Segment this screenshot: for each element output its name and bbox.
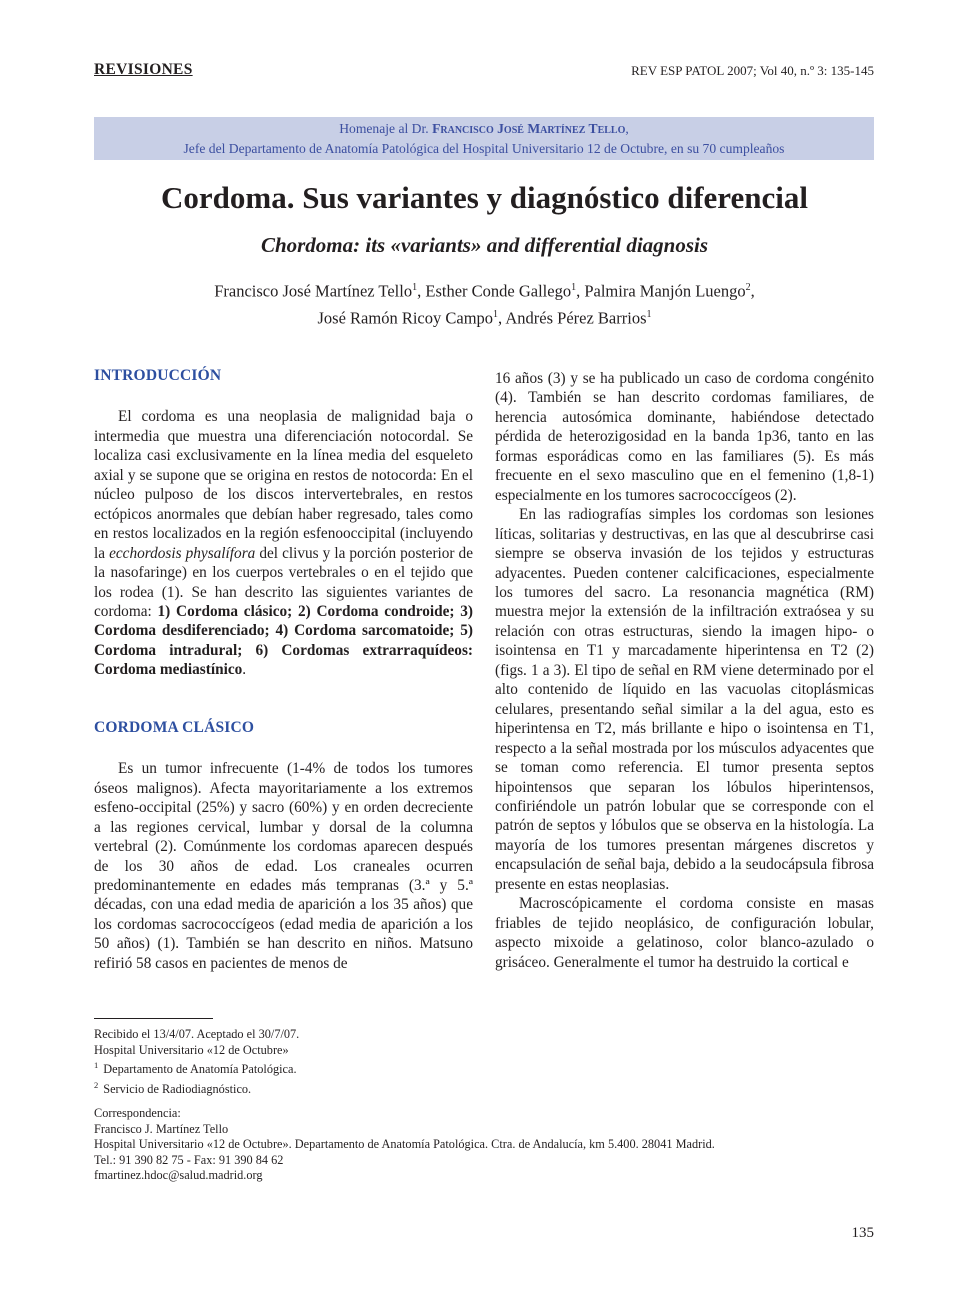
intro-paragraph bbox=[94, 407, 473, 679]
correspondence-email[interactable]: fmartinez.hdoc@salud.madrid.org bbox=[94, 1168, 263, 1182]
author-affiliation: 1 bbox=[493, 308, 499, 320]
homage-line-1 bbox=[94, 119, 874, 139]
correspondence-label: Correspondencia: bbox=[94, 1106, 181, 1120]
intro-end: . bbox=[242, 661, 247, 679]
intro-italic-term: ecchordosis physalífora bbox=[109, 544, 256, 562]
correspondence-address: Hospital Universitario «12 de Octubre». Departamento de Anatomía Patológica. Ctra. de Andalucía, km 5.400. 28041 Madrid. bbox=[94, 1137, 715, 1151]
author-separator: , bbox=[750, 281, 755, 301]
homage-line-2: Jefe del Departamento de Anatomía Patológica del Hospital Universitario 12 de Octubre, en su 70 cumpleaños bbox=[183, 141, 785, 156]
footnote-text: Departamento de Anatomía Patológica. bbox=[103, 1062, 297, 1077]
variant-list: 1) Cordoma clásico; 2) Cordoma condroide; 3) Cordoma desdiferenciado; 4) Cordoma sarcomatoide; 5) Cordoma intradural; 6) Cordomas extrarraquídeos: Cordoma mediastínico bbox=[94, 602, 474, 679]
heading-introduccion: INTRODUCCIÓN bbox=[94, 367, 222, 384]
section-label: REVISIONES bbox=[94, 61, 193, 78]
body-paragraph: Macroscópicamente el cordoma consiste en masas friables de tejido neoplásico, de configuración lobular, aspecto mixoide a gelatinoso, color blanco-azulado o grisáceo. Generalmente el tumor ha destruido la cortical e bbox=[495, 895, 874, 971]
hospital-name: Hospital Universitario «12 de Octubre» bbox=[94, 1042, 289, 1057]
journal-reference: REV ESP PATOL 2007; Vol 40, n.º 3: 135-145 bbox=[631, 63, 874, 78]
author-list bbox=[0, 276, 969, 329]
correspondence bbox=[94, 1106, 715, 1184]
article-title: Cordoma. Sus variantes y diagnóstico diferencial bbox=[161, 180, 808, 215]
page-number: 135 bbox=[851, 1225, 874, 1241]
author-affiliation: 2 bbox=[745, 282, 751, 293]
footnote-marker: 2 bbox=[94, 1079, 99, 1090]
author-name: Francisco José Martínez Tello bbox=[214, 281, 413, 301]
footnote-marker: 1 bbox=[94, 1060, 99, 1070]
homage-name: Francisco José Martínez Tello bbox=[432, 121, 626, 136]
heading-cordoma-clasico: CORDOMA CLÁSICO bbox=[94, 718, 255, 736]
intro-text-b: del clivus y la porción posterior de la nasofaringe) en los cuerpos vertebrales o en el tejido que los rodea (1). Se han descrito las siguientes variantes de cordoma: bbox=[94, 544, 473, 620]
footnote-text: Servicio de Radiodiagnóstico. bbox=[103, 1081, 252, 1096]
homage-box bbox=[94, 117, 874, 160]
intro-text-a: El cordoma es una neoplasia de malignidad baja o intermedia que muestra una diferenciación notocordal. Se localiza casi exclusivamente en la línea media del esqueleto axial y se supone que se origina en restos de notocorda: En el núcleo pulposo de los discos intervertebrales, en restos ectópicos anormales que debían haber regresado, tales como en restos localizados en la región esfenooccipital (incluyendo la bbox=[94, 408, 473, 562]
author-affiliation: 1 bbox=[646, 308, 652, 320]
left-column bbox=[94, 366, 473, 973]
article-subtitle: Chordoma: its «variants» and differential diagnosis bbox=[260, 233, 709, 257]
author-name: , Palmira Manjón Luengo bbox=[576, 281, 746, 301]
footnote-2 bbox=[94, 1078, 299, 1098]
homage-suffix: , bbox=[625, 121, 629, 136]
homage-prefix: Homenaje al Dr. bbox=[339, 121, 429, 136]
received-date: Recibido el 13/4/07. Aceptado el 30/7/07. bbox=[94, 1027, 300, 1041]
author-affiliation: 1 bbox=[412, 282, 418, 293]
footnotes bbox=[94, 1027, 299, 1097]
right-column bbox=[495, 369, 874, 972]
author-name: , Esther Conde Gallego bbox=[417, 281, 572, 301]
clasico-paragraph: Es un tumor infrecuente (1-4% de todos los tumores óseos malignos). Afecta mayoritariamente a los extremos esfeno-occipital (25%) y sacro (60%) y en orden decreciente a las regiones cervical, lumbar y dorsal de la columna vertebral (2). Comúnmente los cordomas aparecen después de los 30 años de edad. Los craneales ocurren predominantemente en edades más tempranas (3.ª y 5.ª décadas, con una edad media de aparición a los 35 años) que los cordomas sacrococcígeos (edad media de aparición a los 50 años) (1). También se han descrito en niños. Matsuno refirió 58 casos en pacientes de menos de bbox=[94, 760, 473, 972]
author-name: , Andrés Pérez Barrios bbox=[498, 308, 647, 327]
footnote-rule bbox=[94, 1018, 213, 1019]
author-name: José Ramón Ricoy Campo bbox=[317, 308, 494, 327]
correspondence-phone: Tel.: 91 390 82 75 - Fax: 91 390 84 62 bbox=[94, 1152, 284, 1167]
author-line-2 bbox=[0, 303, 969, 330]
body-paragraph: 16 años (3) y se ha publicado un caso de cordoma congénito (4). También se han descrito cordomas familiares, de herencia autosómica dominante, habiéndose detectado pérdida de heterozigosidad en la banda 1p36, tanto en las formas esporádicas como en las familiares (5). Es más frecuente en el sexo masculino que en el femenino (1,8-1) especialmente en los tumores sacrococcígeos (2). bbox=[495, 370, 874, 504]
footnote-1 bbox=[94, 1058, 299, 1078]
correspondence-name: Francisco J. Martínez Tello bbox=[94, 1121, 229, 1136]
body-paragraph: En las radiografías simples los cordomas son lesiones líticas, solitarias y destructivas, en las que al descubrirse casi siempre se observa invasión de los tejidos y estructuras adyacentes. Pueden contener calcificaciones, especialmente los tumores del sacro. La resonancia magnética (RM) muestra mejor la extensión de la infiltración extraósea y su relación con otras estructuras, siendo la imagen hipo- o isointensa en T1 y marcadamente hiperintensa en T2 (2) (figs. 1 a 3). El tipo de señal en RM viene determinado por el alto contenido de líquido en las vacuolas citoplásmicas celulares, presentando señal similar a la del agua, esto es hiperintensa en T2, más brillante e hipo o isointensa en T1, respecto a la señal mostrada por los músculos adyacentes que se toman como referencia. El tumor presenta septos hipointensos que separan los lóbulos hiperintensos, confiriéndole un patrón lobular que se corresponde con el patrón de septos y lóbulos que se observa en la histología. La mayoría de los tumores presentan márgenes discretos y encapsulación de señal baja, debido a la seudocápsula fibrosa presente en estas neoplasias. bbox=[495, 506, 874, 893]
author-line-1 bbox=[0, 276, 969, 303]
author-affiliation: 1 bbox=[571, 282, 577, 293]
